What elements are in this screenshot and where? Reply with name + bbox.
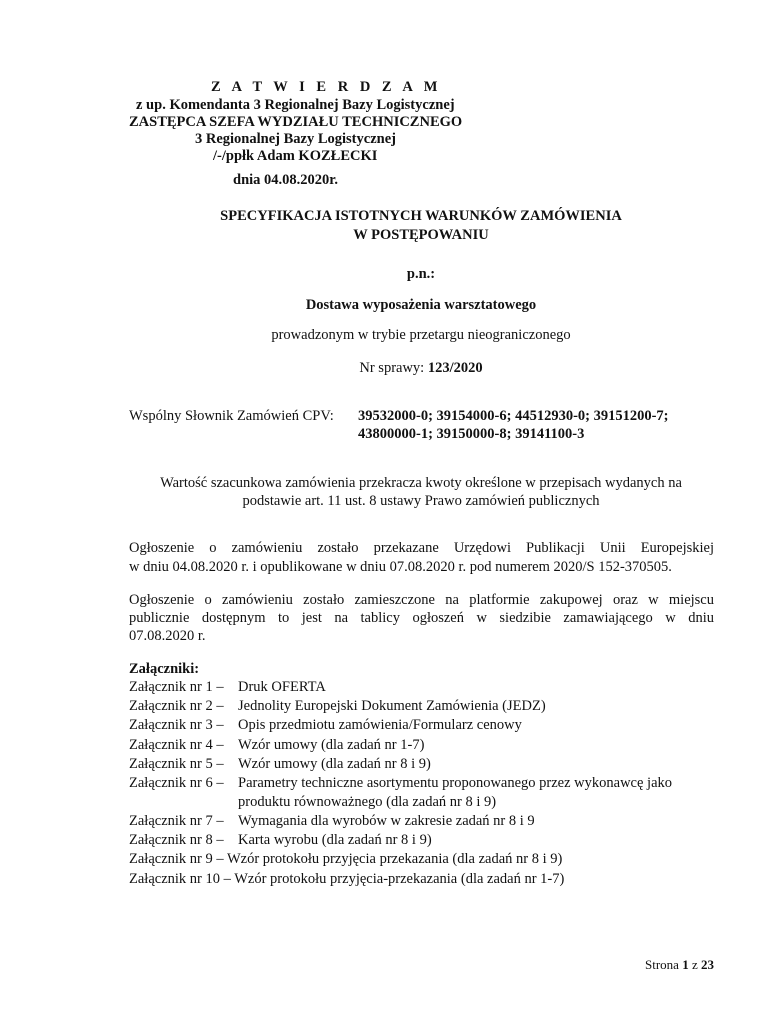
attachment-item-1 xyxy=(129,679,326,696)
page-number-prefix: Strona xyxy=(645,957,683,972)
attachment-title: Karta wyrobu (dla zadań nr 8 i 9) xyxy=(238,832,432,848)
attachment-title: Wymagania dla wyrobów w zakresie zadań nr 8 i 9 xyxy=(238,813,535,829)
procedure-type: prowadzonym w trybie przetargu nieograniczonego xyxy=(271,327,571,343)
page-number xyxy=(645,957,714,973)
notice-eu-publication xyxy=(129,540,714,576)
value-note-line-2: podstawie art. 11 ust. 8 ustawy Prawo zamówień publicznych xyxy=(242,493,600,509)
attachments-heading: Załączniki: xyxy=(129,661,200,677)
approval-heading: Z A T W I E R D Z A M xyxy=(211,79,442,95)
notice-eu-line-1: Ogłoszenie o zamówieniu zostało przekazane Urzędowi Publikacji Unii Europejskiej xyxy=(129,540,714,556)
attachment-label: Załącznik nr 7 – xyxy=(129,813,224,829)
procurement-subject: Dostawa wyposażenia warsztatowego xyxy=(305,297,537,313)
approval-line-3: 3 Regionalnej Bazy Logistycznej xyxy=(195,131,396,147)
notice-platform-line-3: 07.08.2020 r. xyxy=(129,628,206,644)
case-number-value: 123/2020 xyxy=(427,360,483,376)
attachment-item-7 xyxy=(129,813,535,830)
case-number-label: Nr sprawy: xyxy=(359,360,428,376)
notice-platform-line-2: publicznie dostępnym to jest na tablicy ogłoszeń w siedzibie zamawiającego w dniu xyxy=(129,610,714,626)
notice-eu-line-2: w dniu 04.08.2020 r. i opublikowane w dniu 07.08.2020 r. pod numerem 2020/S 152-370505. xyxy=(129,559,672,575)
attachment-item-2 xyxy=(129,698,546,715)
notice-platform-line-1: Ogłoszenie o zamówieniu zostało zamieszczone na platformie zakupowej oraz w miejscu xyxy=(129,592,714,608)
document-title-line-1: SPECYFIKACJA ISTOTNYCH WARUNKÓW ZAMÓWIENIA xyxy=(220,208,622,224)
attachment-label: Załącznik nr 4 – xyxy=(129,737,224,753)
attachment-label: Załącznik nr 5 – xyxy=(129,756,224,772)
cpv-codes-line-2: 43800000-1; 39150000-8; 39141100-3 xyxy=(358,426,585,442)
attachment-title: Wzór umowy (dla zadań nr 8 i 9) xyxy=(238,756,431,772)
attachment-label: Załącznik nr 6 – xyxy=(129,775,224,791)
attachment-item-8 xyxy=(129,832,432,849)
notice-platform-publication xyxy=(129,592,714,645)
approval-line-1: z up. Komendanta 3 Regionalnej Bazy Logistycznej xyxy=(136,97,455,113)
attachment-item-10: Załącznik nr 10 – Wzór protokołu przyjęcia-przekazania (dla zadań nr 1-7) xyxy=(129,871,565,887)
attachment-title: Jednolity Europejski Dokument Zamówienia (JEDZ) xyxy=(238,698,546,714)
case-number xyxy=(0,360,770,377)
page-number-total: 23 xyxy=(701,957,714,972)
attachment-item-9: Załącznik nr 9 – Wzór protokołu przyjęcia przekazania (dla zadań nr 8 i 9) xyxy=(129,851,563,867)
approval-line-2: ZASTĘPCA SZEFA WYDZIAŁU TECHNICZNEGO xyxy=(129,114,463,130)
approval-date: dnia 04.08.2020r. xyxy=(233,172,339,188)
attachment-label: Załącznik nr 8 – xyxy=(129,832,224,848)
attachment-title: Opis przedmiotu zamówienia/Formularz cenowy xyxy=(238,717,522,733)
attachment-label: Załącznik nr 1 – xyxy=(129,679,224,695)
attachment-label: Załącznik nr 2 – xyxy=(129,698,224,714)
approval-signatory: /-/ppłk Adam KOZŁECKI xyxy=(213,148,378,164)
attachment-title: Druk OFERTA xyxy=(238,679,326,695)
attachment-item-6 xyxy=(129,775,672,792)
value-note-line-1: Wartość szacunkowa zamówienia przekracza kwoty określone w przepisach wydanych na xyxy=(160,475,682,491)
attachment-item-5 xyxy=(129,756,431,773)
pn-label: p.n.: xyxy=(406,266,436,282)
page-number-separator: z xyxy=(688,957,701,972)
attachment-title: Parametry techniczne asortymentu proponowanego przez wykonawcę jako xyxy=(238,775,673,791)
attachment-item-4 xyxy=(129,737,424,754)
attachment-item-3 xyxy=(129,717,522,734)
page-number-current: 1 xyxy=(682,957,689,972)
attachment-label: Załącznik nr 3 – xyxy=(129,717,224,733)
attachment-title-continued: produktu równoważnego (dla zadań nr 8 i 9) xyxy=(238,794,497,810)
cpv-label: Wspólny Słownik Zamówień CPV: xyxy=(129,408,334,424)
attachment-item-6-continued xyxy=(129,794,496,811)
attachment-title: Wzór umowy (dla zadań nr 1-7) xyxy=(238,737,425,753)
document-title-line-2: W POSTĘPOWANIU xyxy=(353,227,489,243)
cpv-codes-line-1: 39532000-0; 39154000-6; 44512930-0; 39151200-7; xyxy=(358,408,669,424)
